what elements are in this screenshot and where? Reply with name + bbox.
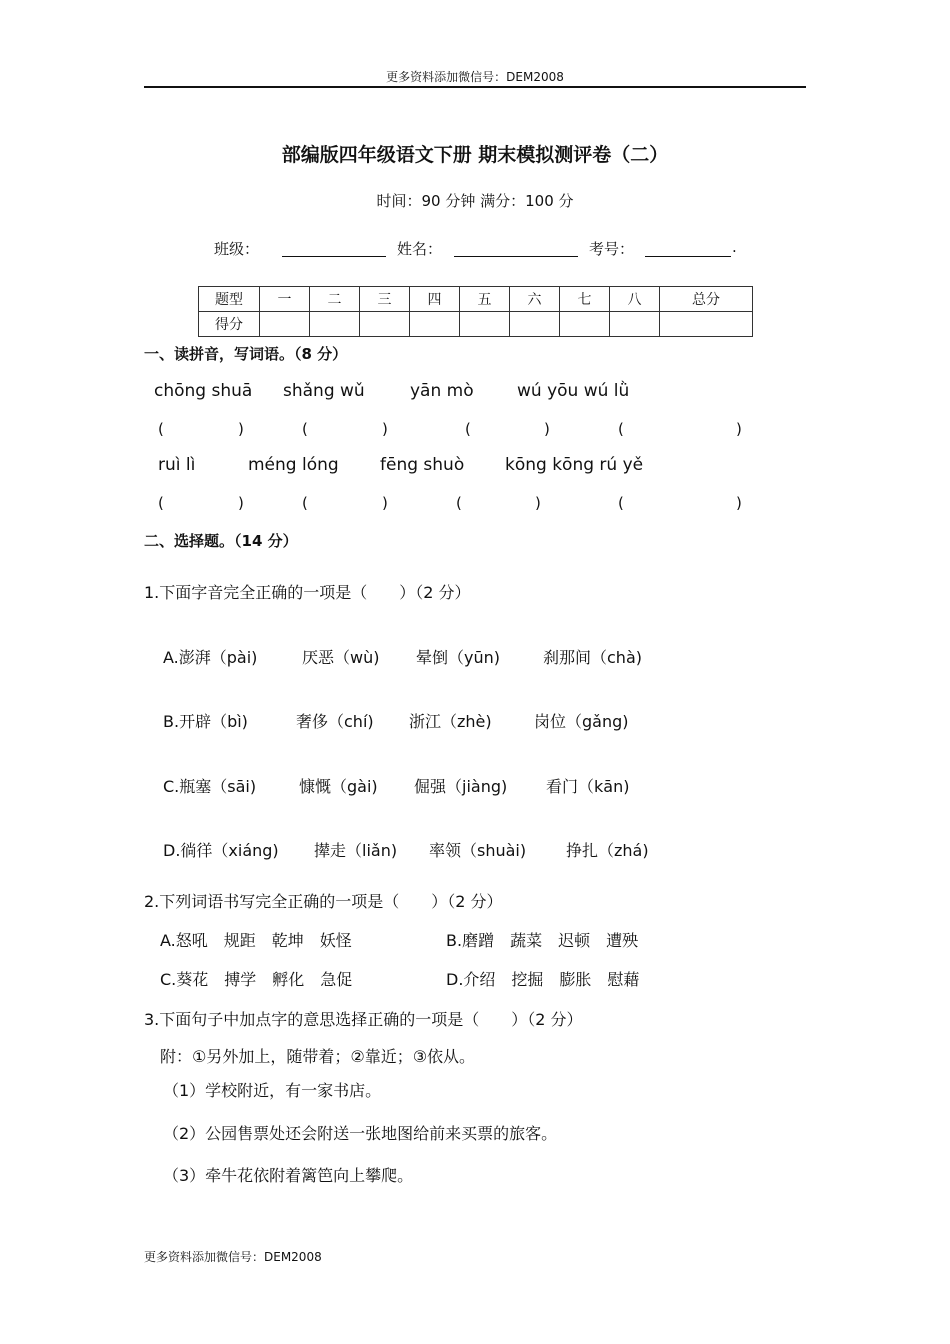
q1-option-a[interactable]: A.澎湃（pài) — [163, 648, 258, 667]
q1-option-d[interactable]: D.徜徉（xiáng) — [163, 841, 279, 860]
section1-heading: 一、读拼音，写词语。（8 分） — [144, 345, 348, 363]
score-cell[interactable] — [660, 312, 753, 337]
page-title: 部编版四年级语文下册 期末模拟测评卷（二） — [281, 144, 669, 166]
q2-option-a[interactable]: A.怒吼 规距 乾坤 妖怪 — [160, 931, 352, 950]
answer-paren-close: ) — [382, 420, 388, 438]
pinyin-item: wú yōu wú lǜ — [517, 381, 630, 401]
pinyin-item: kōng kōng rú yě — [505, 455, 644, 475]
table-cell: 总分 — [660, 287, 753, 312]
answer-paren-open: ( — [302, 420, 308, 438]
q3-definitions-note: 附：①另外加上，随带着；②靠近；③依从。 — [160, 1047, 476, 1066]
header-rule — [144, 86, 806, 88]
class-field[interactable] — [282, 240, 386, 257]
score-table — [198, 286, 753, 337]
header-note: 更多资料添加微信号：DEM2008 — [386, 70, 564, 84]
q2-option-d[interactable]: D.介绍 挖掘 膨胀 慰藉 — [446, 970, 640, 989]
answer-paren-open: ( — [465, 420, 471, 438]
table-cell: 四 — [410, 287, 460, 312]
id-field[interactable] — [645, 240, 731, 257]
q2-option-c[interactable]: C.葵花 搏学 孵化 急促 — [160, 970, 353, 989]
table-cell: 七 — [560, 287, 610, 312]
q1-option-b[interactable]: B.开辟（bì) — [163, 712, 248, 731]
answer-paren-close: ) — [238, 494, 244, 512]
pinyin-item: yān mò — [410, 381, 474, 401]
pinyin-item: shǎng wǔ — [283, 381, 365, 401]
answer-paren-open: ( — [618, 420, 624, 438]
score-table-score-row — [199, 312, 753, 337]
answer-paren-close: ) — [544, 420, 550, 438]
name-label: 姓名： — [397, 240, 443, 258]
question-1-stem: 1.下面字音完全正确的一项是（ ）（2 分） — [144, 583, 471, 602]
class-label: 班级： — [214, 240, 260, 258]
score-cell[interactable] — [360, 312, 410, 337]
score-cell[interactable] — [410, 312, 460, 337]
q1-option-a-word: 厌恶（wù) — [302, 648, 380, 667]
table-cell: 二 — [310, 287, 360, 312]
answer-paren-close: ) — [736, 494, 742, 512]
answer-paren-close: ) — [535, 494, 541, 512]
answer-paren-close: ) — [382, 494, 388, 512]
name-field[interactable] — [454, 240, 578, 257]
score-table-header-row — [199, 287, 753, 312]
score-cell[interactable] — [460, 312, 510, 337]
q1-option-c-word: 倔强（jiàng) — [414, 777, 508, 796]
question-3-stem: 3.下面句子中加点字的意思选择正确的一项是（ ）（2 分） — [144, 1010, 583, 1029]
table-cell: 一 — [260, 287, 310, 312]
score-cell[interactable] — [610, 312, 660, 337]
pinyin-item: fēng shuò — [380, 455, 465, 475]
section2-heading: 二、选择题。（14 分） — [144, 532, 298, 550]
score-cell[interactable] — [260, 312, 310, 337]
score-cell[interactable] — [310, 312, 360, 337]
q1-option-c-word: 看门（kān) — [546, 777, 630, 796]
q1-option-b-word: 奢侈（chí) — [296, 712, 374, 731]
score-cell[interactable] — [510, 312, 560, 337]
q1-option-d-word: 撵走（liǎn) — [314, 841, 398, 860]
q1-option-d-word: 挣扎（zhá) — [566, 841, 649, 860]
answer-paren-close: ) — [736, 420, 742, 438]
answer-paren-close: ) — [238, 420, 244, 438]
table-cell: 八 — [610, 287, 660, 312]
q3-sentence-3: （3）牵牛花依附着篱笆向上攀爬。 — [163, 1166, 414, 1185]
id-label: 考号： — [589, 240, 635, 258]
answer-paren-open: ( — [302, 494, 308, 512]
answer-paren-open: ( — [158, 420, 164, 438]
q1-option-a-word: 晕倒（yūn) — [416, 648, 500, 667]
pinyin-item: méng lóng — [248, 455, 339, 475]
q2-option-b[interactable]: B.磨蹭 蔬菜 迟顿 遭殃 — [446, 931, 639, 950]
pinyin-item: ruì lì — [158, 455, 196, 475]
q1-option-a-word: 刹那间（chà) — [543, 648, 642, 667]
footer-note: 更多资料添加微信号：DEM2008 — [144, 1250, 322, 1264]
info-end-mark: . — [732, 238, 737, 256]
answer-paren-open: ( — [158, 494, 164, 512]
answer-paren-open: ( — [456, 494, 462, 512]
q1-option-d-word: 率领（shuài) — [429, 841, 527, 860]
q1-option-c-word: 慷慨（gài) — [299, 777, 378, 796]
table-cell: 三 — [360, 287, 410, 312]
table-cell: 六 — [510, 287, 560, 312]
table-cell: 题型 — [199, 287, 260, 312]
exam-time-score: 时间：90 分钟 满分：100 分 — [376, 192, 574, 210]
q1-option-b-word: 岗位（gǎng) — [534, 712, 629, 731]
answer-paren-open: ( — [618, 494, 624, 512]
table-cell: 得分 — [199, 312, 260, 337]
pinyin-item: chōng shuā — [154, 381, 253, 401]
q3-sentence-1: （1）学校附近，有一家书店。 — [163, 1081, 382, 1100]
score-cell[interactable] — [560, 312, 610, 337]
table-cell: 五 — [460, 287, 510, 312]
q1-option-c[interactable]: C.瓶塞（sāi) — [163, 777, 257, 796]
q3-sentence-2: （2）公园售票处还会附送一张地图给前来买票的旅客。 — [163, 1124, 558, 1143]
question-2-stem: 2.下列词语书写完全正确的一项是（ ）（2 分） — [144, 892, 503, 911]
q1-option-b-word: 浙江（zhè) — [409, 712, 492, 731]
